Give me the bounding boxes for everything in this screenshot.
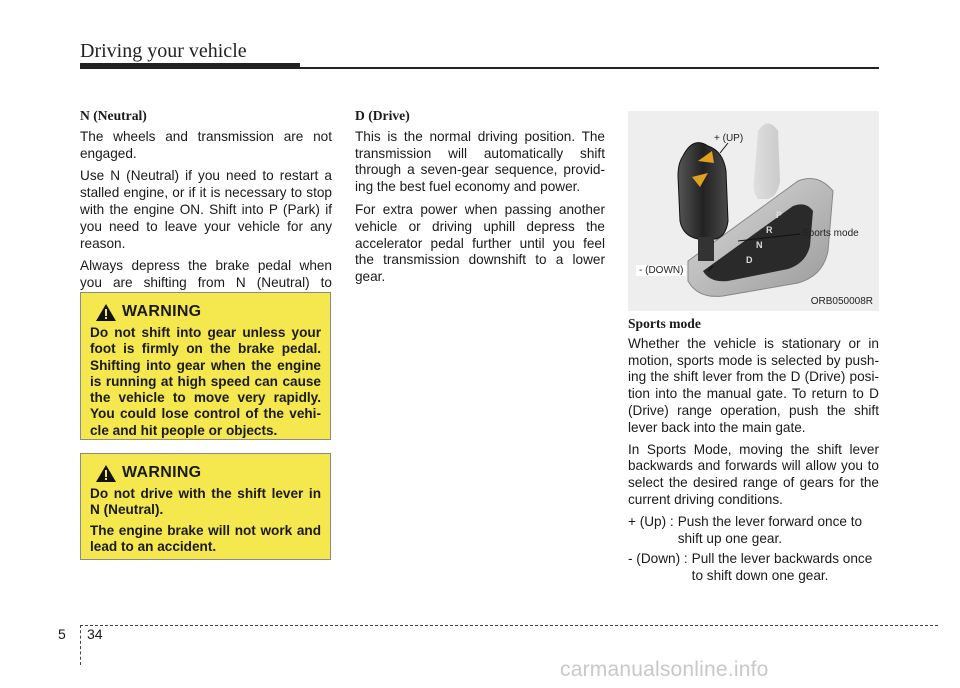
warning-title: WARNING [122, 464, 202, 481]
definition-term: + (Up) : [628, 513, 674, 529]
warning-header [90, 303, 321, 321]
drive-paragraph: This is the normal driving position. The transmission will automatically shift through a seven-gear sequence, provid-ing the best fuel economy and power. [355, 128, 605, 195]
warning-text: Do not shift into gear unless your foot is firmly on the brake pedal. Shifting into gear when the engine is running at high speed can cause the vehicle to move very rapidly. You could lose control of the vehi-cle and hit people or objects. [90, 325, 321, 438]
sports-mode-section [628, 316, 879, 589]
figure-code: ORB050008R [810, 296, 873, 307]
neutral-heading: N (Neutral) [80, 108, 147, 123]
label-down: - (DOWN) [636, 265, 686, 276]
definition-term: - (Down) : [628, 551, 688, 567]
footer-rule [80, 625, 938, 626]
neutral-paragraph: The wheels and transmission are not engaged. [80, 128, 332, 161]
warning-header [90, 464, 321, 482]
warning-box [80, 292, 331, 440]
warning-text: The engine brake will not work and lead to an accident. [90, 522, 321, 554]
header-rule-thin [300, 67, 879, 69]
definition-item [628, 551, 879, 585]
shift-lever-figure [628, 111, 879, 311]
label-sports-mode: Sports mode [802, 228, 859, 239]
sports-heading: Sports mode [628, 316, 701, 331]
footer-divider [80, 625, 81, 665]
gate-letter-p: P [776, 210, 783, 220]
neutral-paragraph: Use N (Neutral) if you need to restart a stalled engine, or if it is necessary to stop with the engine ON. Shift into P (Park) if you need to leave your vehicle for any reason. [80, 168, 332, 251]
page-number: 34 [87, 626, 103, 642]
sports-paragraph: Whether the vehicle is stationary or in motion, sports mode is selected by push-ing the shift lever from the D (Drive) posi-tion into the manual gate. To return to D (Drive) range operation, push the shift lever back into the main gate. [628, 335, 879, 435]
drive-paragraph: For extra power when passing another vehicle or driving uphill depress the accelerator pedal further until you feel the transmission downshift to a lower gear. [355, 201, 605, 285]
sports-paragraph: In Sports Mode, moving the shift lever backwards and forwards will allow you to select the desired range of gears for the current driving conditions. [628, 441, 879, 507]
warning-triangle-icon [96, 304, 116, 321]
definition-desc: Push the lever forward once to shift up one gear. [677, 513, 863, 546]
neutral-paragraph: Always depress the brake pedal when you are shifting from N (Neutral) to [80, 258, 332, 291]
definition-item [628, 514, 879, 548]
warning-title: WARNING [122, 303, 202, 320]
definition-desc: Pull the lever backwards once to shift down one gear. [691, 551, 873, 584]
warning-triangle-icon [96, 465, 116, 482]
watermark: carmanualsonline.info [560, 658, 769, 681]
label-up: + (UP) [714, 133, 744, 144]
shift-lever-illustration [628, 111, 879, 311]
gate-letter-n: N [756, 240, 763, 250]
neutral-section [80, 108, 332, 315]
gate-letter-r: R [766, 225, 773, 235]
drive-heading: D (Drive) [355, 108, 410, 123]
page-header-title: Driving your vehicle [80, 40, 247, 62]
drive-section [355, 108, 605, 292]
header-rule [80, 63, 300, 69]
chapter-number: 5 [58, 626, 66, 642]
warning-text: Do not drive with the shift lever in N (Neutral). [90, 486, 321, 518]
warning-box [80, 453, 331, 560]
gate-letter-d: D [746, 255, 753, 265]
